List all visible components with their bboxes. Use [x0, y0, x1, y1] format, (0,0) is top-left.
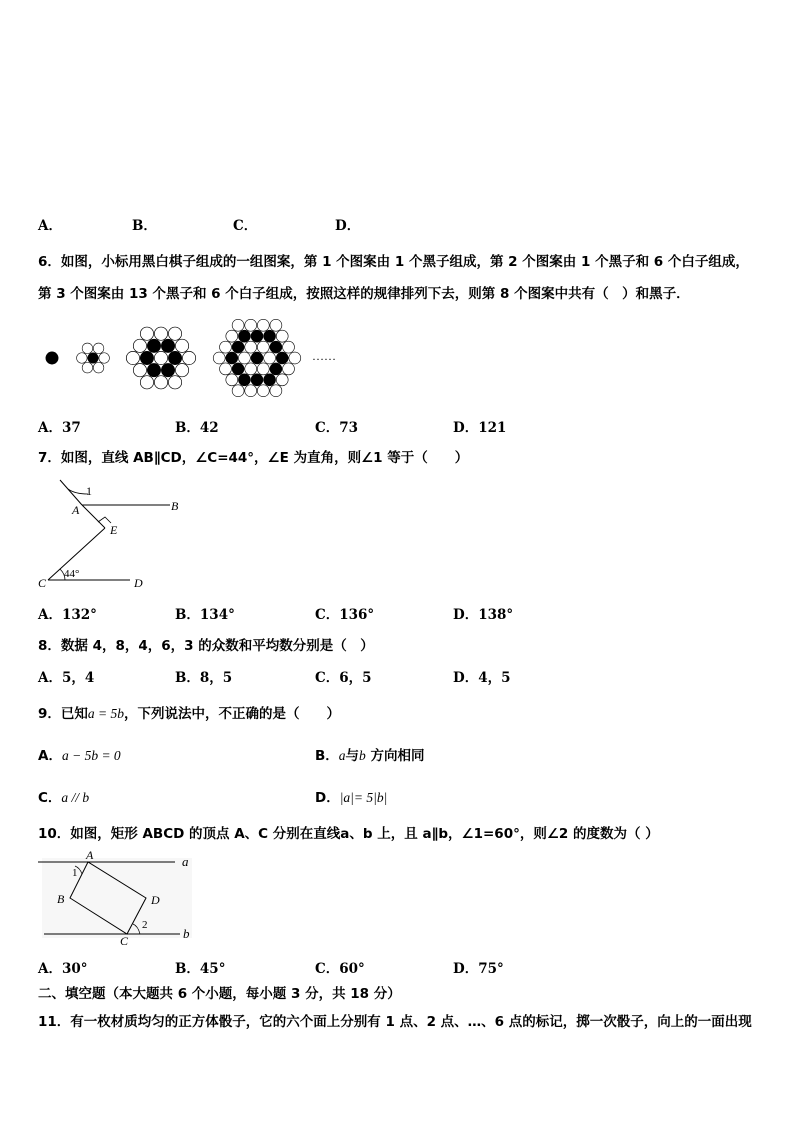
black-stone [232, 363, 244, 375]
q6-option-a: A．37 [38, 420, 81, 436]
q10-option-d: D．75° [453, 961, 504, 977]
q7-label-e: E [110, 523, 118, 537]
white-stone [283, 363, 295, 375]
white-stone [93, 343, 104, 354]
q11-text: 11．有一枚材质均匀的正方体骰子，它的六个面上分别有 1 点、2 点、…、6 点的标记，掷一次骰子，向上的一面出现 [38, 1014, 752, 1030]
q6-pattern-3 [126, 327, 195, 389]
white-stone [213, 352, 225, 364]
q9-option-b-formula-b: b [359, 748, 366, 763]
q10-label-line-b: b [183, 926, 190, 941]
q8-option-a: A．5，4 [38, 670, 95, 686]
white-stone [238, 352, 250, 364]
white-stone [276, 330, 288, 342]
q10-option-c: C．60° [315, 961, 365, 977]
q9-option-c [38, 786, 89, 806]
q8-option-b: B．8，5 [175, 670, 233, 686]
white-stone [154, 376, 167, 389]
q7-label-b: B [171, 499, 179, 513]
black-stone [270, 341, 282, 353]
q6-pattern-2 [77, 343, 110, 373]
white-stone [283, 341, 295, 353]
q5-option-d: D． [335, 218, 361, 234]
q9-option-d [315, 786, 387, 806]
black-stone [161, 364, 174, 377]
q7-text: 7．如图，直线 AB∥CD，∠C=44°，∠E 为直角，则∠1 等于（ ） [38, 450, 469, 466]
black-stone [251, 374, 263, 386]
q9-option-b-formula-a: a [338, 748, 346, 763]
white-stone [126, 351, 139, 364]
q9-text-prefix: 9．已知 [38, 706, 88, 722]
white-stone [264, 352, 276, 364]
black-stone [46, 352, 58, 364]
black-stone [264, 330, 276, 342]
black-stone [251, 352, 263, 364]
black-stone [140, 351, 153, 364]
q8-option-c: C．6，5 [315, 670, 372, 686]
white-stone [245, 341, 257, 353]
q9-text-suffix: ，下列说法中，不正确的是（ ） [124, 706, 341, 722]
black-stone [226, 352, 238, 364]
black-stone [264, 374, 276, 386]
white-stone [257, 385, 269, 397]
black-stone [168, 351, 181, 364]
q6-text-line1: 6．如图，小标用黑白棋子组成的一组图案，第 1 个图案由 1 个黑子组成，第 2 个图案由 1 个黑子和 6 个白子组成， [38, 254, 749, 270]
q9-option-c-label: C． [38, 790, 62, 806]
black-stone [276, 352, 288, 364]
black-stone [270, 363, 282, 375]
white-stone [245, 319, 257, 331]
white-stone [182, 351, 195, 364]
section2-title: 二、填空题（本大题共 6 个小题，每小题 3 分，共 18 分） [38, 986, 401, 1002]
white-stone [77, 353, 88, 364]
q10-label-2: 2 [142, 919, 148, 931]
q9-option-b-label: B． [315, 748, 339, 764]
q5-option-c: C． [233, 218, 258, 234]
white-stone [226, 330, 238, 342]
white-stone [220, 363, 232, 375]
white-stone [140, 327, 153, 340]
q9-condition-formula: a = 5b [87, 706, 125, 721]
white-stone [140, 376, 153, 389]
q7-label-d: D [134, 576, 143, 590]
white-stone [154, 327, 167, 340]
white-stone [93, 362, 104, 373]
q9-option-d-formula: |a|= 5|b| [339, 790, 388, 805]
black-stone [238, 330, 250, 342]
q5-option-a: A． [38, 218, 62, 234]
q9-option-a-formula: a − 5b = 0 [61, 748, 121, 763]
white-stone [257, 319, 269, 331]
white-stone [232, 385, 244, 397]
white-stone [226, 374, 238, 386]
white-stone [270, 385, 282, 397]
q6-text-line2: 第 3 个图案由 13 个黑子和 6 个白子组成，按照这样的规律排列下去，则第 8 个图案中共有（ ）和黑子． [38, 286, 690, 302]
q9-option-d-label: D． [315, 790, 340, 806]
q6-pattern-4 [213, 319, 301, 396]
q10-option-b: B．45° [175, 961, 226, 977]
q7-figure [30, 472, 200, 597]
q10-label-c: C [120, 934, 129, 946]
white-stone [232, 319, 244, 331]
q5-option-b: B． [132, 218, 157, 234]
q6-ellipsis: …… [312, 349, 336, 363]
black-stone [161, 339, 174, 352]
white-stone [168, 376, 181, 389]
black-stone [238, 374, 250, 386]
white-stone [220, 341, 232, 353]
q7-option-b: B．134° [175, 607, 235, 623]
q7-label-1: 1 [86, 484, 92, 498]
white-stone [289, 352, 301, 364]
white-stone [133, 339, 146, 352]
q10-label-1: 1 [72, 867, 78, 879]
q10-option-a: A．30° [38, 961, 88, 977]
black-stone [88, 353, 99, 364]
white-stone [276, 374, 288, 386]
q10-label-a-vertex: A [86, 848, 94, 862]
black-stone [147, 339, 160, 352]
q10-label-line-a: a [182, 854, 189, 869]
white-stone [175, 339, 188, 352]
white-stone [245, 385, 257, 397]
q9-text [38, 702, 340, 722]
q9-option-b-text2: 方向相同 [370, 748, 425, 764]
black-stone [232, 341, 244, 353]
q7-label-angle: 44° [64, 568, 80, 580]
white-stone [168, 327, 181, 340]
white-stone [154, 351, 167, 364]
q9-option-a [38, 744, 121, 764]
black-stone [147, 364, 160, 377]
white-stone [99, 353, 110, 364]
white-stone [257, 341, 269, 353]
white-stone [82, 362, 93, 373]
q8-text: 8．数据 4，8，4，6，3 的众数和平均数分别是（ ） [38, 638, 374, 654]
q10-label-b-vertex: B [57, 892, 65, 906]
q8-option-d: D．4，5 [453, 670, 511, 686]
q10-text: 10．如图，矩形 ABCD 的顶点 A、C 分别在直线a、b 上，且 a∥b，∠1=60°，则∠2 的度数为（ ） [38, 826, 659, 842]
q6-pattern-figure [40, 312, 340, 402]
q7-label-c: C [38, 576, 47, 590]
q6-option-c: C．73 [315, 420, 359, 436]
white-stone [175, 364, 188, 377]
q7-option-d: D．138° [453, 607, 514, 623]
white-stone [82, 343, 93, 354]
white-stone [133, 364, 146, 377]
black-stone [251, 330, 263, 342]
q10-label-d: D [151, 893, 160, 907]
q6-pattern-1 [46, 352, 58, 364]
q9-option-c-formula: a // b [61, 790, 90, 805]
q7-option-a: A．132° [38, 607, 97, 623]
q9-option-b-text1: 与 [345, 748, 360, 764]
q7-label-a: A [72, 503, 80, 517]
q9-option-b [315, 744, 425, 764]
q6-option-d: D．121 [453, 420, 507, 436]
q7-option-c: C．136° [315, 607, 375, 623]
white-stone [257, 363, 269, 375]
white-stone [245, 363, 257, 375]
q10-figure [30, 846, 205, 946]
q6-option-b: B．42 [175, 420, 219, 436]
q9-option-a-label: A． [38, 748, 62, 764]
white-stone [270, 319, 282, 331]
